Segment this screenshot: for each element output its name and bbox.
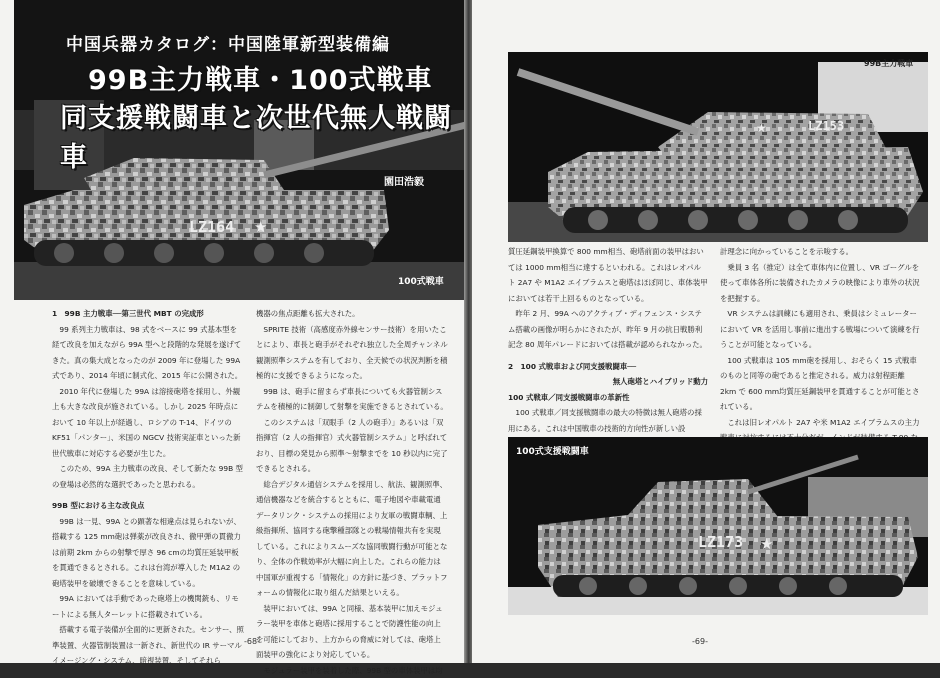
svg-text:★: ★	[254, 218, 267, 236]
page-number: -68-	[244, 637, 260, 646]
paragraph: 99A においては手動であった砲塔上の機関銃も、リモートによる無人ターレットに搭載されている。	[52, 591, 244, 622]
headline-line2: 同支援戦闘車と次世代無人戦闘車	[60, 96, 466, 174]
paragraph: 装甲においては、99A と同様、基本装甲に加えモジュラー装甲を車体と砲塔に採用することで防護性能の向上を可能にしており、上方からの脅威に対しては、砲塔上面装甲の強化により対応している。	[256, 601, 448, 663]
svg-text:★: ★	[756, 121, 767, 135]
sub-heading: 100 式戦車／同支援戦闘車の革新性	[508, 390, 708, 406]
paragraph: 2010 年代に登場した 99A は溶接砲塔を採用し、外観上も大きな改良が施されている。しかし 2025 年時点において 10 年以上が経過し、ロシアの T-14、ドイツの KF51「パンター」、米国の NGCV 技術実証車といった新世代戦車に対応する必要が生じた。	[52, 384, 244, 462]
hull-marking-lz164: LZ164	[189, 218, 234, 236]
right-column-2	[720, 244, 920, 461]
hull-marking-lz153: LZ153	[808, 119, 844, 133]
paragraph: 総合デジタル通信システムを採用し、航法、観測照準、通信機器などを統合するとともに、電子地図や車載電通データリンク・システムの採用により友軍の戦闘車輌、上級指揮所、協同する砲撃種部隊との戦場情報共有を実現している。これによりスムーズな協同戦闘行動が可能となり、全体の作戦効率が大幅に向上した。これらの能力は中国軍が重視する「情報化」の方針に基づき、プラットフォームの情報化に取り組んだ結果といえる。	[256, 477, 448, 601]
right-page	[472, 0, 940, 663]
paragraph: 100 式戦車は 105 mm砲を採用し、おそらく 15 式戦車のものと同等の砲であると推定される。威力は射程距離 2km で 600 mm均質圧延鋼装甲を貫通することが可能とされている。	[720, 353, 920, 415]
svg-text:★: ★	[760, 535, 773, 553]
paragraph: 99 系列主力戦車は、98 式をベースに 99 式基本型を経て改良を加えながら 99A 型へと段階的な発展を遂げてきた。真の集大成となったのが 2009 年に登場した 99A 式であり、2014 年頃に制式化、2015 年に公開された。	[52, 322, 244, 384]
paragraph: モジュラー装甲を装着した際、99B 型の車体装甲は均	[256, 663, 448, 678]
paragraph: 100 式戦車／同支援戦闘車の最大の特徴は無人砲塔の採用にある。これは中国戦車の技術的方向性が新しい設	[508, 405, 708, 436]
paragraph: SPRITE 技術（高感度赤外線センサー技術）を用いたことにより、車長と砲手がそれぞれ独立した全周チャンネル観測照準システムを有しており、全天候での状況判断を積極的に支援できるようになった。	[256, 322, 448, 384]
series-title: 中国兵器カタログ：中国陸軍新型装備編	[66, 30, 390, 55]
sub-heading: 99B 型における主な改良点	[52, 498, 244, 514]
paragraph: VR システムは訓練にも適用され、乗員はシミュレーターにおいて VR を活用し事前に進出する戦場について演練を行うことが可能となっている。	[720, 306, 920, 353]
paragraph: 質圧延鋼装甲換算で 800 mm相当、砲塔前面の装甲はおいては 1000 mm相当に達するといわれる。これはレオパルト 2A7 や M1A2 エイブラムスと砲塔はほぼ同じ、車体装甲においては若干上回るものとなっている。	[508, 244, 708, 306]
photo-caption: 100式戦車	[398, 274, 444, 287]
section-subtitle: 無人砲塔とハイブリッド動力	[508, 374, 708, 390]
right-column-1	[508, 244, 708, 436]
paragraph: これは旧レオパルト 2A7 や米 M1A2 エイブラムスの主力	[720, 415, 920, 462]
paragraph: 搭載する電子装備が全面的に更新された。センサー、照準装置、火器管制装置は一新され、新世代の IR サーマルイメージング・システム、暗視装置、そしてそれら	[52, 622, 244, 669]
hull-marking-lz173: LZ173	[698, 533, 743, 551]
left-column-2	[256, 306, 448, 678]
paragraph: 99B は、砲手に留まらず車長についても火器管制システムを積極的に制御して射撃を実施できるとされている。	[256, 384, 448, 415]
left-column-1	[52, 306, 244, 669]
paragraph: このシステムは「双眼手（2 人の砲手）」あるいは「双指揮官（2 人の指揮官）式火器管制システム」と呼ばれており、目標の発見から照準〜射撃までを 10 秒以内に完了できるとされる。	[256, 415, 448, 477]
paragraph: このため、99A 主力戦車の改良、そして新たな 99B 型の登場は必然的な選択であったと思われる。	[52, 461, 244, 492]
paragraph: 計理念に向かっていることを示唆する。	[720, 244, 920, 260]
paragraph: 機器の焦点距離も拡大された。	[256, 306, 448, 322]
support-vehicle-photo	[508, 437, 928, 615]
headline-line1: 99B主力戦車・100式戦車	[88, 58, 433, 97]
paragraph: 乗員 3 名（推定）は全て車体内に位置し、VR ゴーグルを使って車体各所に装備されたカメラの映像により車外の状況を把握する。	[720, 260, 920, 307]
tank-photo-99b	[508, 52, 928, 242]
section-heading: 2 100 式戦車および同支援戦闘車──	[508, 359, 708, 375]
top-photo-label: 99B主力戦車	[864, 58, 913, 69]
paragraph: 99B は一見、99A との顕著な相違点は見られないが、搭載する 125 mm砲は弾薬が改良され、徹甲弾の貫徹力は前期 2km からの射撃で厚さ 96 cmの均質圧延装甲板を貫通できるとされる。これは台湾が導入した M1A2 の砲塔装甲を破壊できることを意味している。	[52, 514, 244, 592]
paragraph: 昨年 2 月、99A へのアクティブ・ディフェンス・システム搭載の画像が明らかにされたが、昨年 9 月の抗日戦勝利記念 80 周年パレードにおいては搭載が認められなかった。	[508, 306, 708, 353]
left-page	[0, 0, 466, 663]
author-name: 園田浩毅	[384, 173, 424, 188]
page-number: -69-	[692, 637, 708, 646]
bottom-photo-label: 100式支援戦闘車	[516, 444, 589, 457]
section-heading: 1 99B 主力戦車──第三世代 MBT の完成形	[52, 306, 244, 322]
